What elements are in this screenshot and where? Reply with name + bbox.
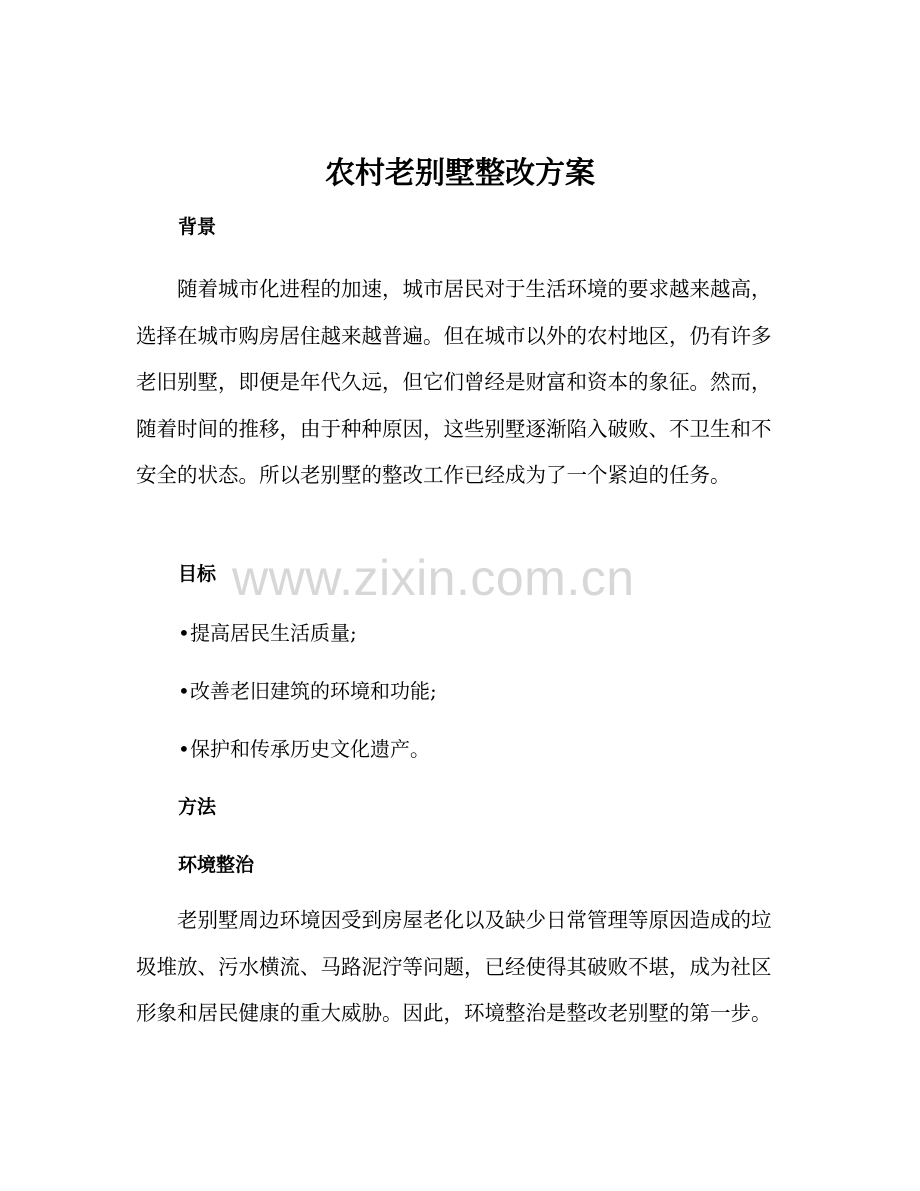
bullet-icon: • <box>178 737 190 761</box>
bullet-icon: • <box>178 621 190 645</box>
section-heading-background: 背景 <box>178 216 217 238</box>
section-heading-methods: 方法 <box>178 796 217 818</box>
section-heading-goals: 目标 <box>178 563 217 585</box>
goal-text: 改善老旧建筑的环境和功能; <box>190 679 437 703</box>
background-paragraph: 随着城市化进程的加速，城市居民对于生活环境的要求越来越高，选择在城市购房居住越来越普遍。但在城市以外的农村地区，仍有许多老旧别墅，即便是年代久远，但它们曾经是财富和资本的象征。然而，随着时间的推移，由于种种原因，这些别墅逐渐陷入破败、不卫生和不安全的状态。所以老别墅的整改工作已经成为了一个紧迫的任务。 <box>136 277 772 487</box>
bullet-icon: • <box>178 679 190 703</box>
goal-list-item <box>178 734 430 764</box>
goal-text: 提高居民生活质量; <box>190 621 357 645</box>
goal-list-item <box>178 676 437 706</box>
document-title: 农村老别墅整改方案 <box>325 156 595 191</box>
watermark-text: www.zixin.com.cn <box>232 550 635 606</box>
subsection-heading-environment: 环境整治 <box>178 854 255 876</box>
goal-text: 保护和传承历史文化遗产。 <box>190 737 430 761</box>
goal-list-item <box>178 618 357 648</box>
environment-paragraph: 老别墅周边环境因受到房屋老化以及缺少日常管理等原因造成的垃圾堆放、污水横流、马路泥泞等问题，已经使得其破败不堪，成为社区形象和居民健康的重大威胁。因此，环境整治是整改老别墅的第一步。 <box>136 908 772 1025</box>
